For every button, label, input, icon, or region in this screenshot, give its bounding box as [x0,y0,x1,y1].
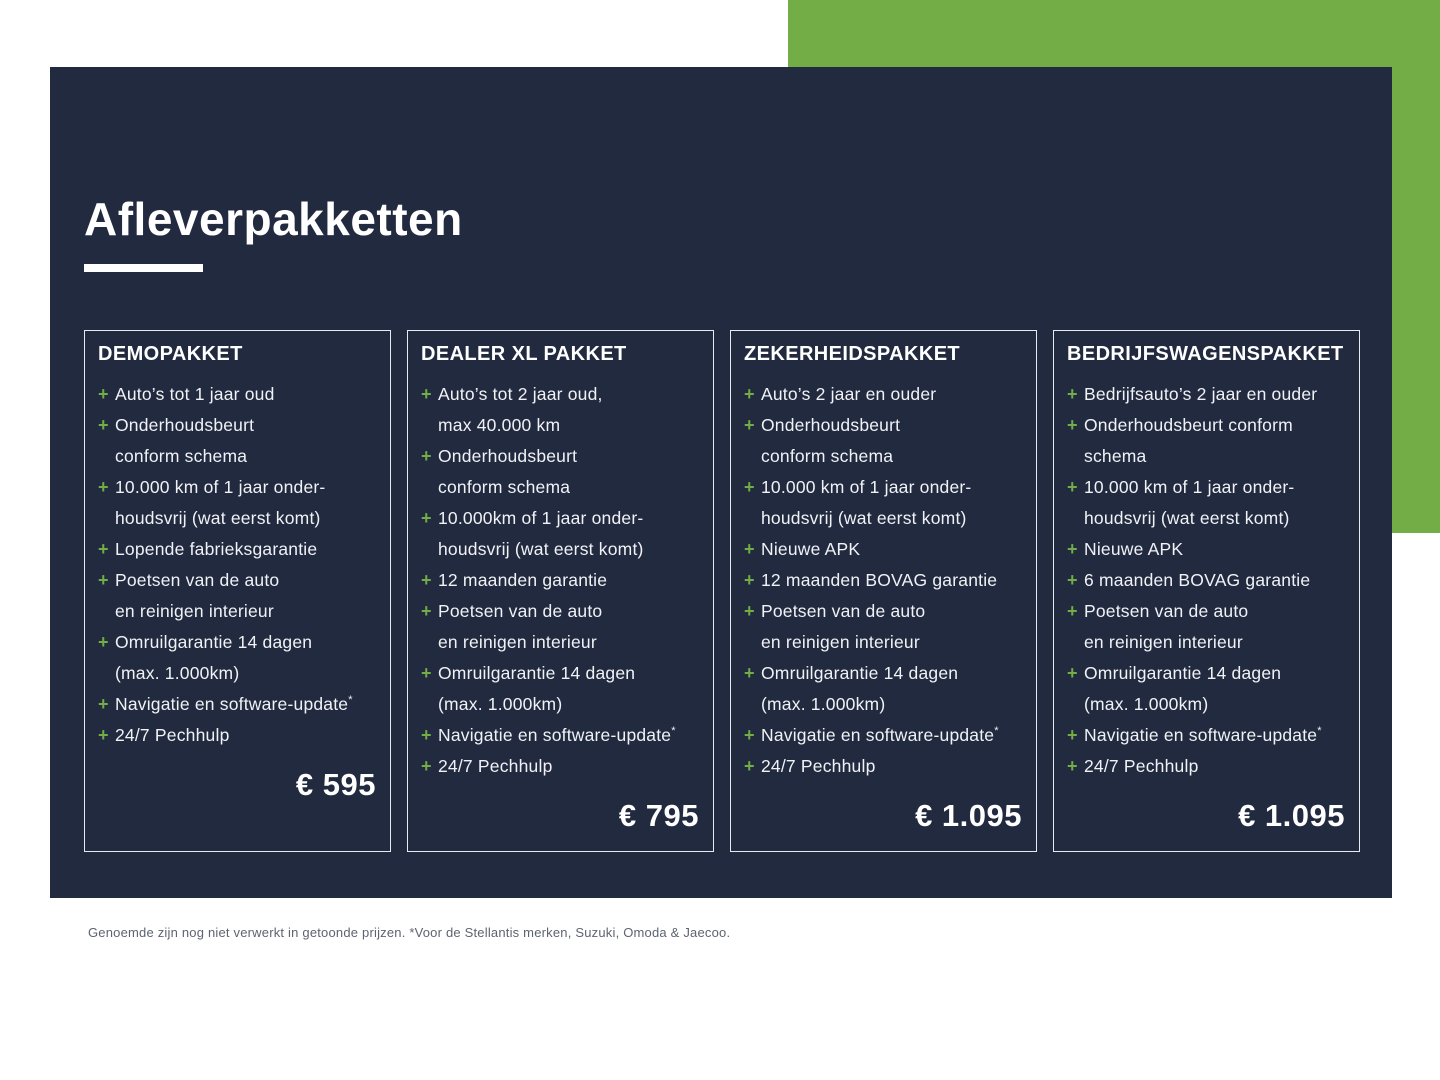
plus-icon: + [744,415,755,435]
feature-text: schema [1084,446,1147,466]
footnote-asterisk: * [348,694,353,707]
feature-text: Lopende fabrieksgarantie [115,539,318,559]
feature-text: Auto’s 2 jaar en ouder [761,384,937,404]
feature-item [1067,751,1347,782]
feature-text: 12 maanden garantie [438,570,608,590]
feature-item [98,565,378,596]
feature-item [744,472,1024,503]
plus-icon: + [744,570,755,590]
feature-text: 10.000 km of 1 jaar onder- [761,477,972,497]
package-card-heading: DEMOPAKKET [98,343,243,365]
feature-text: Omruilgarantie 14 dagen [761,663,959,683]
plus-icon: + [1067,601,1078,621]
feature-text: Onderhoudsbeurt conform [1084,415,1293,435]
plus-icon: + [744,601,755,621]
feature-item-continuation [98,441,378,472]
feature-item [1067,472,1347,503]
feature-item-continuation [744,689,1024,720]
package-price: € 795 [618,798,699,833]
feature-text: 10.000 km of 1 jaar onder- [115,477,326,497]
feature-item [744,658,1024,689]
plus-icon: + [421,601,432,621]
plus-icon: + [744,725,755,745]
feature-item-continuation [421,472,701,503]
feature-text: (max. 1.000km) [761,694,886,714]
feature-text: Navigatie en software-update* [115,694,353,714]
feature-item [1067,410,1347,441]
feature-text: Onderhoudsbeurt [115,415,255,435]
feature-text: Nieuwe APK [1084,539,1184,559]
feature-item [744,596,1024,627]
feature-text: 12 maanden BOVAG garantie [761,570,998,590]
feature-text: 10.000 km of 1 jaar onder- [1084,477,1295,497]
feature-text: en reinigen interieur [115,601,274,621]
feature-text: Omruilgarantie 14 dagen [438,663,636,683]
plus-icon: + [98,725,109,745]
feature-item-continuation [744,627,1024,658]
feature-text: (max. 1.000km) [1084,694,1209,714]
package-card-demopakket [84,330,391,852]
feature-item [421,503,701,534]
plus-icon: + [1067,756,1078,776]
feature-text: Poetsen van de auto [1084,601,1249,621]
feature-list [98,379,378,751]
feature-text: houdsvrij (wat eerst komt) [761,508,967,528]
plus-icon: + [1067,384,1078,404]
feature-text: en reinigen interieur [438,632,597,652]
plus-icon: + [421,446,432,466]
plus-icon: + [1067,570,1078,590]
package-card-dealer-xl-pakket [407,330,714,852]
plus-icon: + [98,415,109,435]
feature-item-continuation [421,534,701,565]
feature-text: Omruilgarantie 14 dagen [115,632,313,652]
feature-item [98,379,378,410]
plus-icon: + [1067,477,1078,497]
feature-text: 10.000km of 1 jaar onder- [438,508,644,528]
feature-text: conform schema [115,446,248,466]
feature-text: (max. 1.000km) [115,663,240,683]
feature-text: Auto’s tot 2 jaar oud, [438,384,603,404]
plus-icon: + [98,570,109,590]
feature-text: houdsvrij (wat eerst komt) [438,539,644,559]
feature-item-continuation [98,658,378,689]
feature-item-continuation [744,503,1024,534]
plus-icon: + [98,632,109,652]
feature-text: 24/7 Pechhulp [1084,756,1199,776]
feature-text: Navigatie en software-update* [438,725,676,745]
feature-text: conform schema [438,477,571,497]
plus-icon: + [744,663,755,683]
feature-text: 24/7 Pechhulp [438,756,553,776]
feature-item [421,751,701,782]
feature-item [98,720,378,751]
feature-item [421,441,701,472]
feature-text: houdsvrij (wat eerst komt) [1084,508,1290,528]
plus-icon: + [1067,415,1078,435]
package-card-zekerheidspakket [730,330,1037,852]
feature-text: 24/7 Pechhulp [761,756,876,776]
footnote-asterisk: * [1317,725,1322,738]
feature-item [1067,565,1347,596]
feature-list [744,379,1024,782]
package-price: € 1.095 [1238,798,1345,833]
feature-item [744,534,1024,565]
package-card-heading: BEDRIJFSWAGENSPAKKET [1067,343,1344,365]
package-card-bedrijfswagenspakket [1053,330,1360,852]
feature-item-continuation [744,441,1024,472]
footnote-text: Genoemde zijn nog niet verwerkt in getoonde prijzen. *Voor de Stellantis merken, Suzuki, Omoda & Jaecoo. [88,925,731,940]
plus-icon: + [421,508,432,528]
feature-text: Poetsen van de auto [761,601,926,621]
feature-text: Onderhoudsbeurt [761,415,901,435]
feature-text: conform schema [761,446,894,466]
feature-item-continuation [1067,503,1347,534]
feature-item-continuation [1067,627,1347,658]
plus-icon: + [421,570,432,590]
plus-icon: + [98,694,109,714]
feature-item [1067,658,1347,689]
feature-item-continuation [421,689,701,720]
feature-text: Navigatie en software-update* [761,725,999,745]
pricing-panel [50,67,1392,898]
package-card-heading: ZEKERHEIDSPAKKET [744,343,961,365]
plus-icon: + [744,477,755,497]
footnote-asterisk: * [994,725,999,738]
plus-icon: + [1067,725,1078,745]
plus-icon: + [744,384,755,404]
feature-item-continuation [421,627,701,658]
feature-item [421,565,701,596]
feature-text: Bedrijfsauto’s 2 jaar en ouder [1084,384,1318,404]
feature-item [98,410,378,441]
feature-item [1067,379,1347,410]
feature-text: en reinigen interieur [1084,632,1243,652]
feature-item [421,720,701,751]
feature-text: Poetsen van de auto [115,570,280,590]
feature-item [744,565,1024,596]
feature-text: Nieuwe APK [761,539,861,559]
feature-item [98,627,378,658]
feature-item [98,534,378,565]
feature-item [98,472,378,503]
plus-icon: + [1067,663,1078,683]
plus-icon: + [1067,539,1078,559]
feature-text: Navigatie en software-update* [1084,725,1322,745]
feature-item-continuation [421,410,701,441]
plus-icon: + [98,477,109,497]
page-title: Afleverpakketten [84,192,463,245]
feature-list [421,379,701,782]
feature-item-continuation [98,596,378,627]
plus-icon: + [98,384,109,404]
feature-item [1067,596,1347,627]
feature-item-continuation [1067,689,1347,720]
feature-item [421,596,701,627]
feature-item [1067,720,1347,751]
feature-item [421,658,701,689]
feature-item [421,379,701,410]
feature-text: max 40.000 km [438,415,561,435]
feature-item-continuation [98,503,378,534]
feature-text: 24/7 Pechhulp [115,725,230,745]
feature-item [744,720,1024,751]
feature-item [98,689,378,720]
feature-list [1067,379,1347,782]
feature-item [1067,534,1347,565]
package-cards-row [84,330,1360,852]
plus-icon: + [421,725,432,745]
feature-text: Onderhoudsbeurt [438,446,578,466]
feature-text: houdsvrij (wat eerst komt) [115,508,321,528]
title-underline-rule [84,264,203,272]
feature-text: Poetsen van de auto [438,601,603,621]
feature-text: Omruilgarantie 14 dagen [1084,663,1282,683]
plus-icon: + [421,756,432,776]
feature-text: (max. 1.000km) [438,694,563,714]
footnote-asterisk: * [671,725,676,738]
plus-icon: + [744,756,755,776]
feature-text: Auto’s tot 1 jaar oud [115,384,275,404]
feature-text: en reinigen interieur [761,632,920,652]
plus-icon: + [421,663,432,683]
package-price: € 595 [295,767,376,802]
feature-item [744,751,1024,782]
plus-icon: + [421,384,432,404]
plus-icon: + [98,539,109,559]
feature-text: 6 maanden BOVAG garantie [1084,570,1311,590]
plus-icon: + [744,539,755,559]
package-price: € 1.095 [915,798,1022,833]
package-card-heading: DEALER XL PAKKET [421,343,627,365]
feature-item [744,410,1024,441]
feature-item-continuation [1067,441,1347,472]
feature-item [744,379,1024,410]
